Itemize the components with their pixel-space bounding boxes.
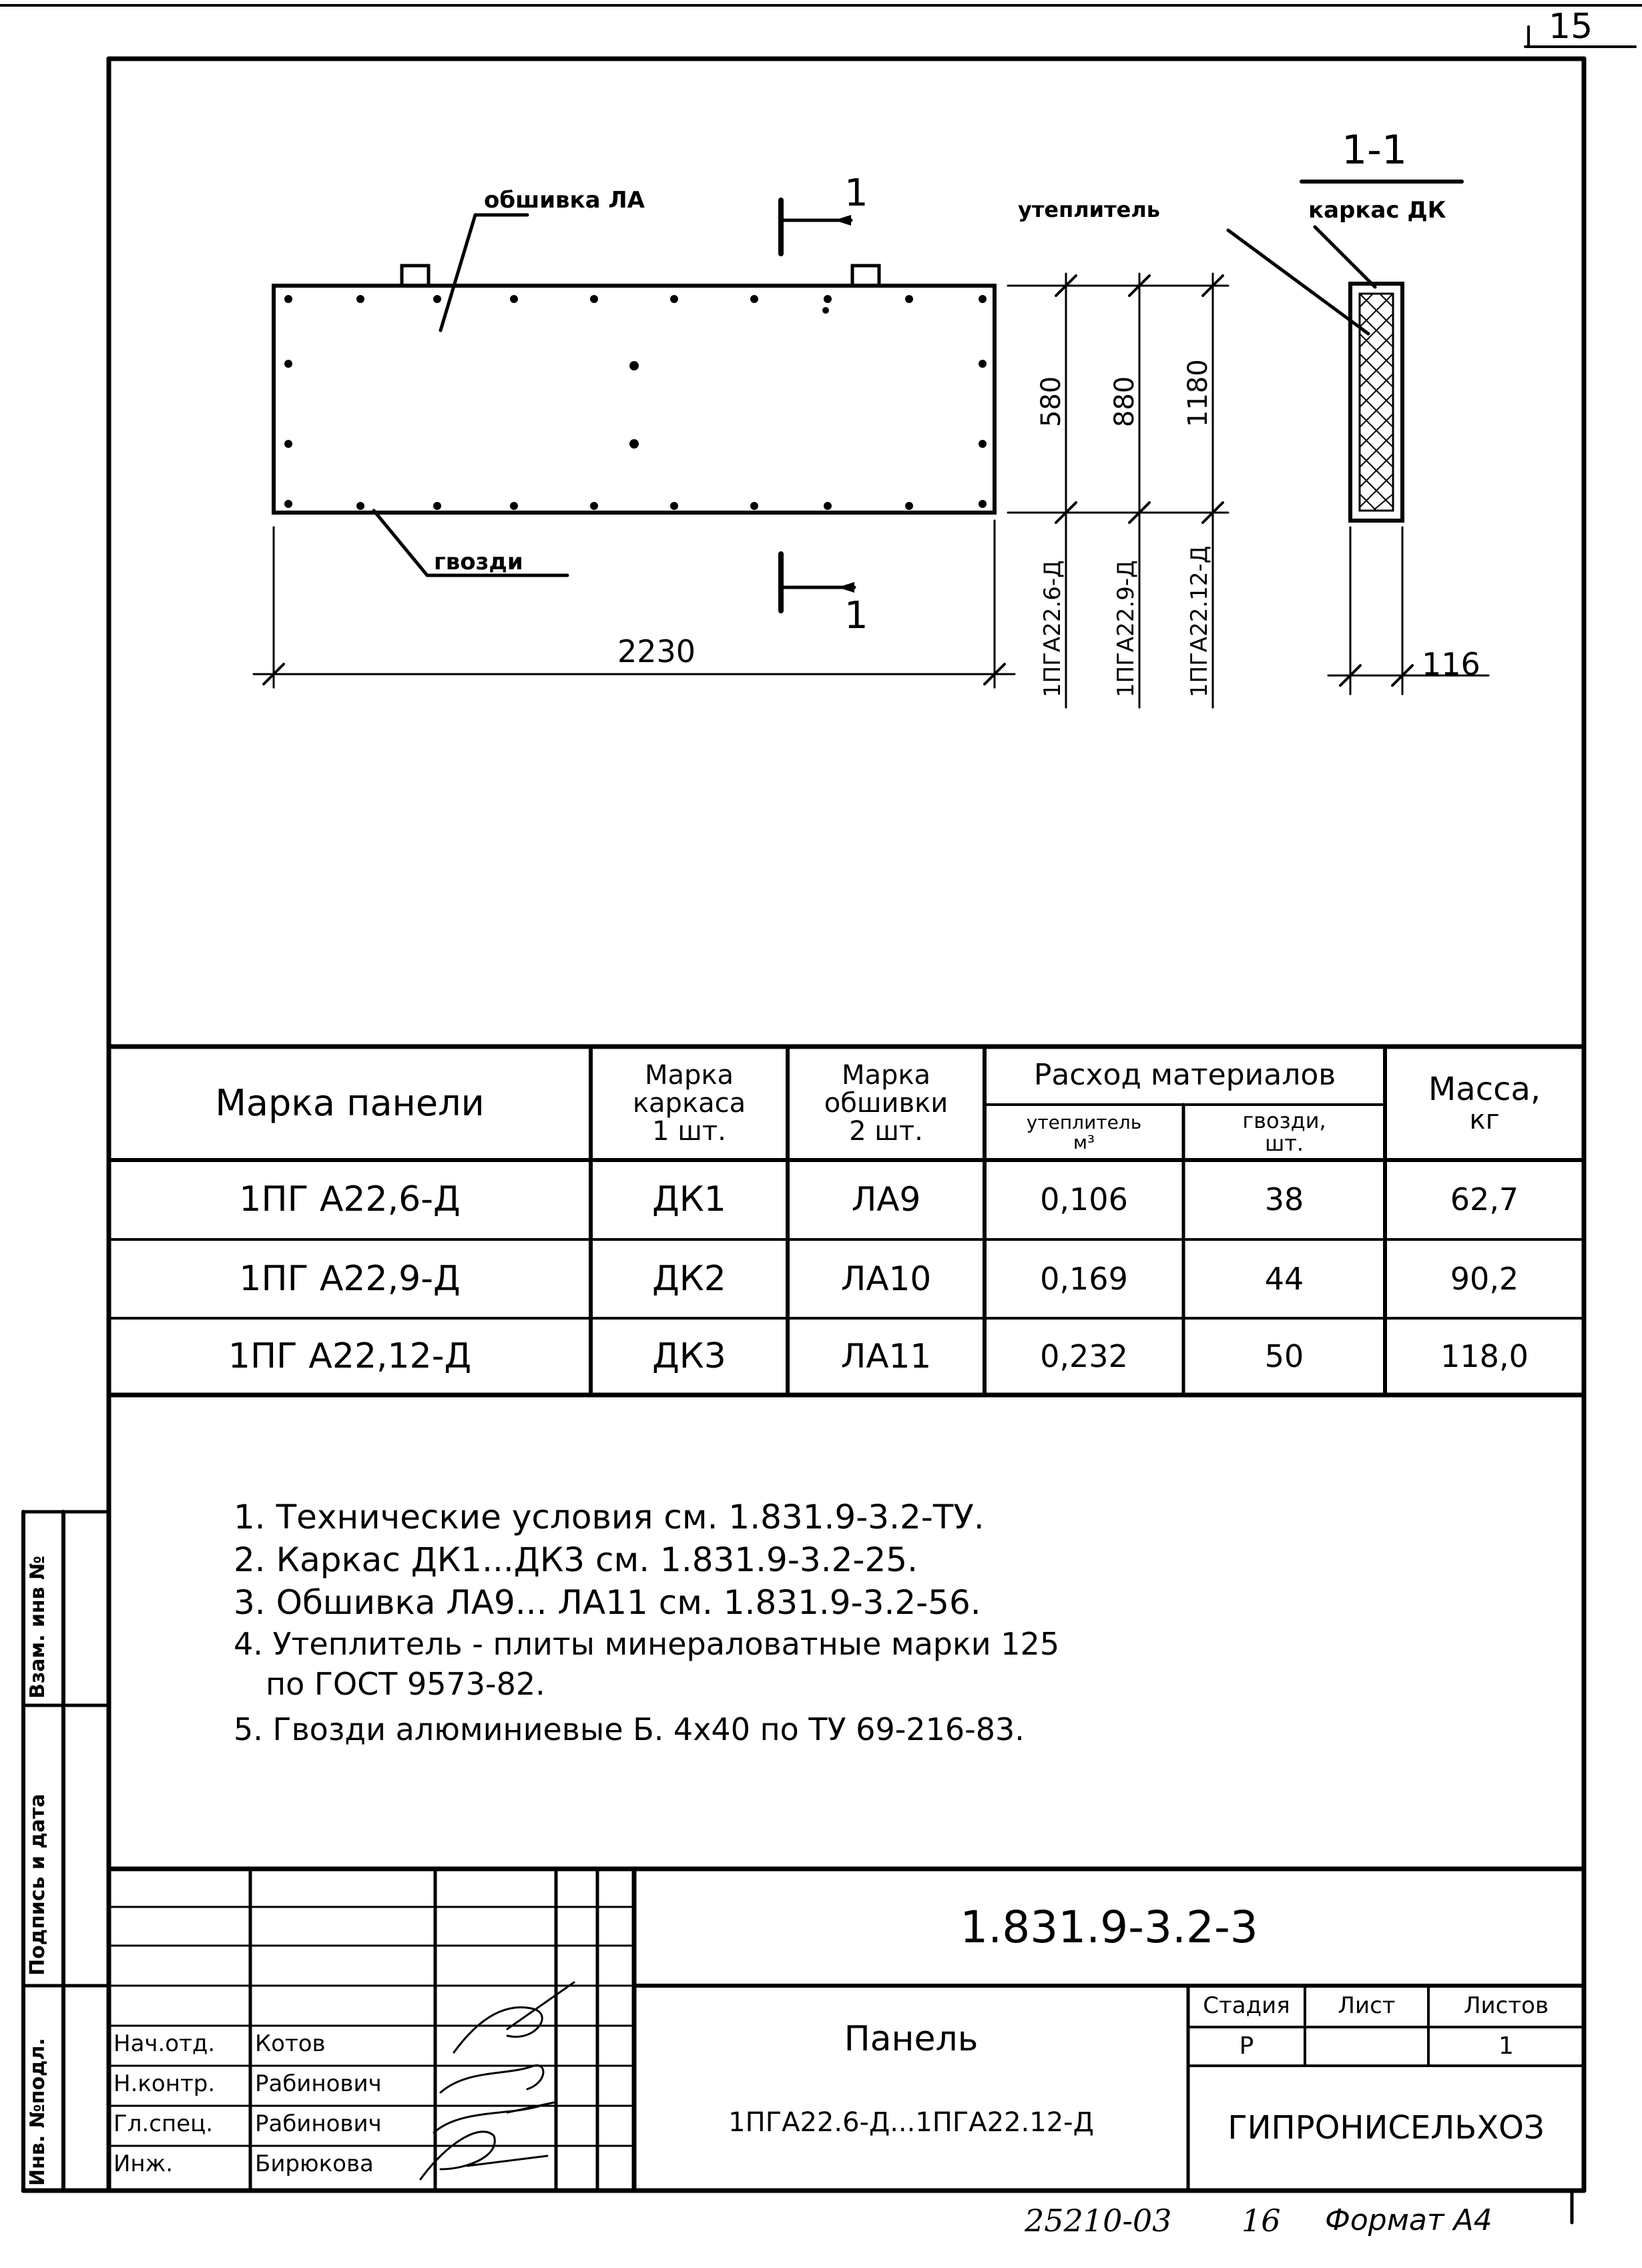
header-frame-line2: каркаса — [632, 1088, 746, 1119]
note-3: 3. Обшивка ЛА9... ЛА11 см. 1.831.9-3.2-56. — [234, 1583, 981, 1622]
table-row-3-insulation: 0,232 — [1040, 1338, 1128, 1375]
panel-mark-3: 1ПГА22.12-Д — [1186, 545, 1213, 697]
name-chief-specialist: Рабинович — [255, 2110, 382, 2137]
header-cladding-line3: 2 шт. — [849, 1116, 923, 1147]
role-engineer: Инж. — [113, 2151, 174, 2177]
header-insulation-line1: утеплитель — [1026, 1111, 1142, 1134]
header-cladding — [788, 1049, 985, 1157]
dimension-height-3: 1180 — [1183, 359, 1213, 427]
sheet-value — [1305, 2027, 1428, 2066]
section-mark-top: 1 — [844, 172, 868, 215]
table-row-2-panel: 1ПГ А22,9-Д — [239, 1258, 461, 1299]
table-row-2-insulation: 0,169 — [1040, 1260, 1128, 1297]
format-label: Формат А4 — [1325, 2203, 1492, 2237]
role-norm-control: Н.контр. — [113, 2070, 216, 2097]
role-head-of-dept: Нач.отд. — [113, 2030, 216, 2057]
name-head-of-dept: Котов — [255, 2030, 326, 2057]
header-nails-line1: гвозди, — [1242, 1107, 1326, 1133]
dimension-thickness: 116 — [1422, 646, 1480, 682]
sheets-value: 1 — [1498, 2032, 1514, 2060]
note-1: 1. Технические условия см. 1.831.9-3.2-ТУ. — [234, 1498, 985, 1536]
drawing-title: Панель — [844, 2018, 979, 2059]
table-row-1-insulation: 0,106 — [1040, 1181, 1128, 1218]
table-row-3-cladding: ЛА11 — [840, 1337, 932, 1376]
table-row-1-mass: 62,7 — [1450, 1181, 1519, 1218]
header-panel: Марка панели — [215, 1081, 485, 1124]
header-insulation-line2: м³ — [1073, 1131, 1095, 1153]
nails-label: гвозди — [434, 549, 523, 575]
stage-value: Р — [1239, 2032, 1254, 2060]
cladding-label: обшивка ЛА — [484, 187, 645, 214]
section-title: 1-1 — [1342, 127, 1407, 174]
note-5: 5. Гвозди алюминиевые Б. 4х40 по ТУ 69-216-83. — [234, 1711, 1025, 1747]
table-row-3-panel: 1ПГ А22,12-Д — [228, 1336, 472, 1377]
header-frame — [591, 1049, 788, 1157]
drawing-subtitle: 1ПГА22.6-Д...1ПГА22.12-Д — [728, 2107, 1094, 2138]
header-frame-line3: 1 шт. — [652, 1116, 726, 1147]
insulation-label: утеплитель — [1018, 197, 1160, 222]
table-row-2-mass: 90,2 — [1450, 1260, 1519, 1297]
dimension-height-2: 880 — [1109, 376, 1140, 427]
frame-label: каркас ДК — [1308, 197, 1446, 224]
header-mass-line2: кг — [1469, 1105, 1500, 1136]
header-materials: Расход материалов — [1033, 1058, 1336, 1093]
dimension-height-1: 580 — [1036, 376, 1067, 427]
panel-mark-2: 1ПГА22.9-Д — [1113, 560, 1139, 697]
name-engineer: Бирюкова — [255, 2151, 374, 2177]
sheet-number: 15 — [1549, 7, 1593, 47]
order-number: 25210-03 — [1025, 2203, 1172, 2239]
role-chief-specialist: Гл.спец. — [113, 2110, 214, 2137]
table-row-1-panel: 1ПГ А22,6-Д — [239, 1179, 461, 1220]
section-mark-bottom: 1 — [844, 594, 868, 637]
note-2: 2. Каркас ДК1...ДК3 см. 1.831.9-3.2-25. — [234, 1540, 918, 1579]
header-mass-line1: Масса, — [1428, 1070, 1541, 1108]
table-row-2-frame: ДК2 — [652, 1258, 726, 1299]
panel-mark-1: 1ПГА22.6-Д — [1039, 560, 1066, 697]
page-number: 16 — [1242, 2203, 1281, 2239]
nail-dots — [284, 295, 987, 510]
note-4-continuation: по ГОСТ 9573-82. — [266, 1666, 545, 1702]
sheet-label: Лист — [1338, 1992, 1396, 2020]
stamp-original-inv: Инв. №подл. — [26, 2038, 49, 2186]
stamp-replacement-inv: Взам. инв № — [26, 1555, 49, 1699]
stamp-signature-date: Подпись и дата — [26, 1793, 49, 1976]
document-code: 1.831.9-3.2-3 — [960, 1901, 1258, 1953]
table-row-3-frame: ДК3 — [652, 1336, 726, 1377]
table-row-2-nails: 44 — [1264, 1260, 1304, 1297]
sheets-label: Листов — [1463, 1992, 1549, 2020]
table-row-2-cladding: ЛА10 — [840, 1259, 932, 1298]
note-4: 4. Утеплитель - плиты минераловатные марки 125 — [234, 1626, 1060, 1662]
header-insulation — [985, 1105, 1183, 1160]
header-frame-line1: Марка — [644, 1060, 734, 1091]
header-mass — [1385, 1047, 1584, 1160]
header-cladding-line2: обшивки — [824, 1088, 948, 1119]
dimension-length: 2230 — [617, 633, 696, 669]
header-cladding-line1: Марка — [841, 1060, 931, 1091]
table-row-1-frame: ДК1 — [652, 1179, 726, 1220]
name-norm-control: Рабинович — [255, 2070, 382, 2097]
stage-label: Стадия — [1203, 1992, 1290, 2020]
table-row-1-cladding: ЛА9 — [851, 1180, 921, 1219]
table-row-1-nails: 38 — [1264, 1181, 1304, 1218]
table-row-3-mass: 118,0 — [1440, 1338, 1529, 1375]
header-nails-line2: шт. — [1264, 1130, 1304, 1156]
header-nails — [1183, 1105, 1385, 1160]
table-row-3-nails: 50 — [1264, 1338, 1304, 1375]
organization-name: ГИПРОНИСЕЛЬХОЗ — [1227, 2109, 1545, 2147]
